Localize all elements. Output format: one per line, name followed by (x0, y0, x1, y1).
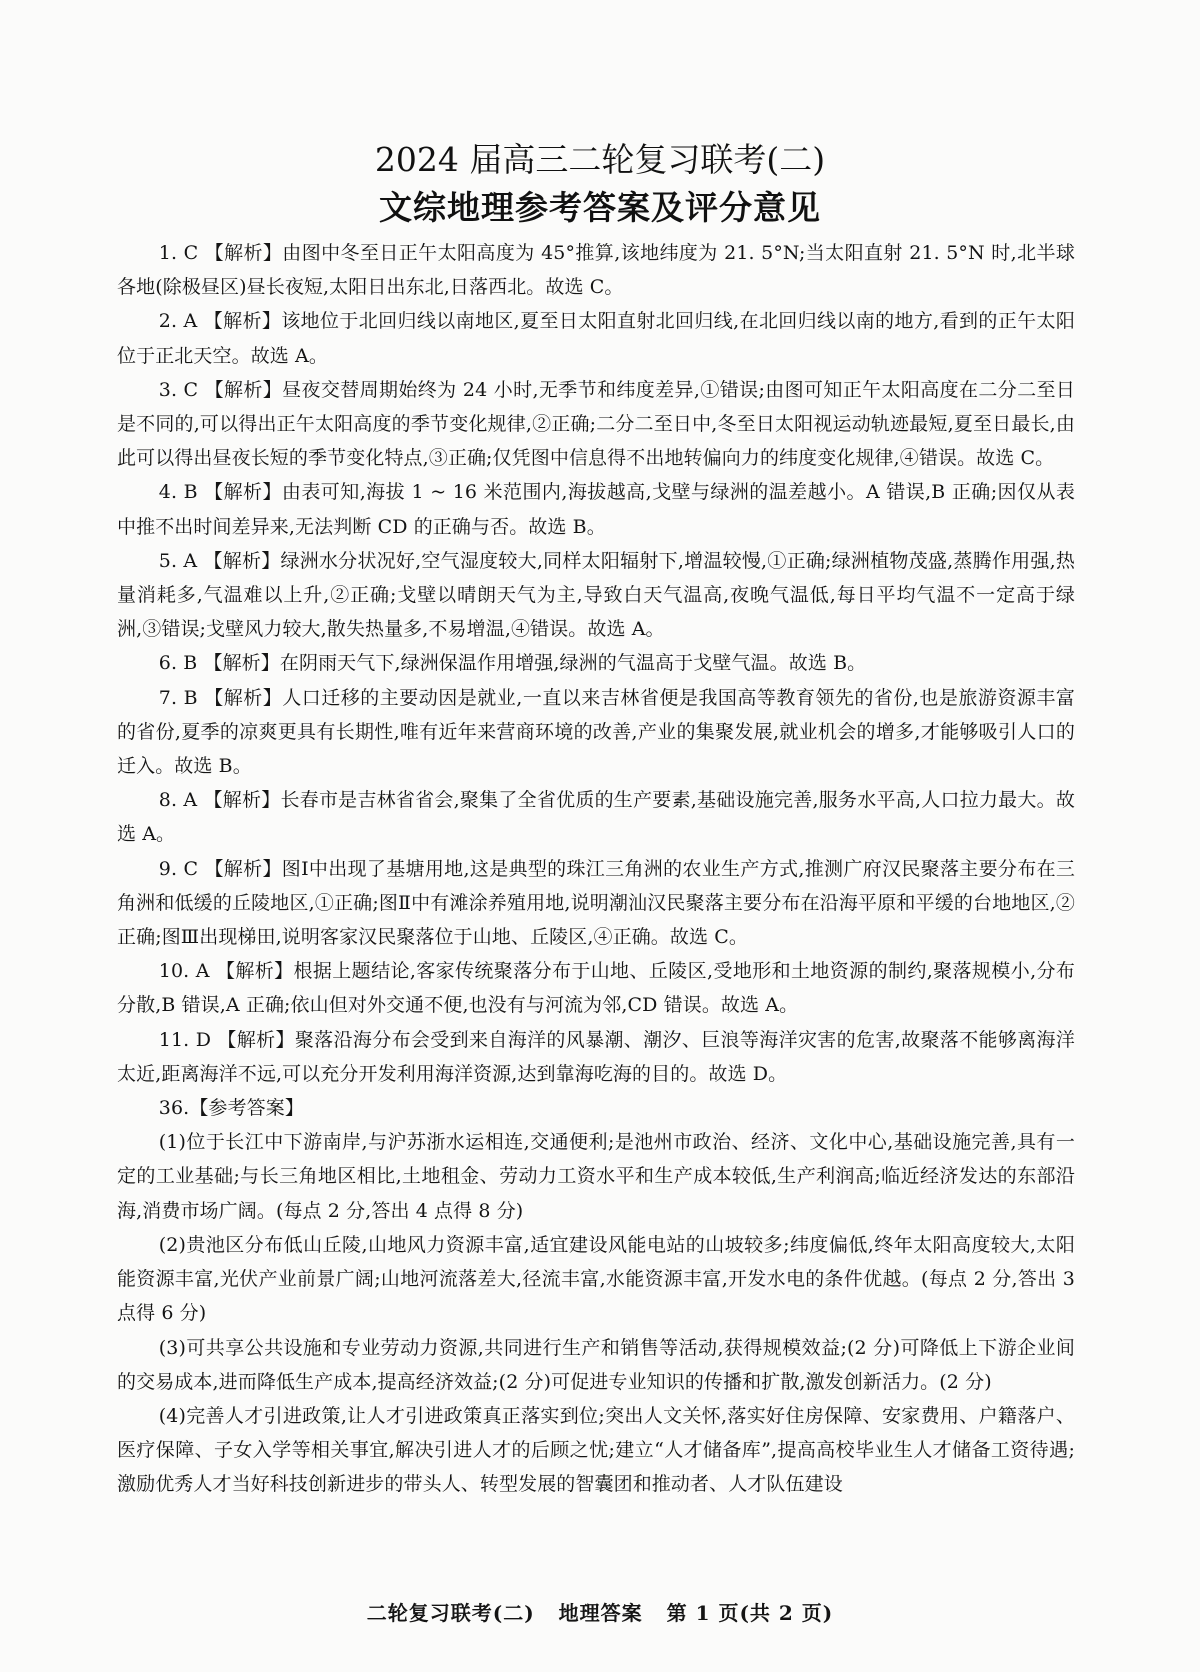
answer-item-5: 5. A 【解析】绿洲水分状况好,空气湿度较大,同样太阳辐射下,增温较慢,①正确;绿洲植物茂盛,蒸腾作用强,热量消耗多,气温难以上升,②正确;戈壁以晴朗天气为主,导致白天气温高,夜晚气温低,每日平均气温不一定高于绿洲,③错误;戈壁风力较大,散失热量多,不易增温,④错误。故选 A。 (117, 549, 1075, 641)
answer-heading-36: 36.【参考答案】 (158, 1097, 304, 1120)
footer-page-number: 第 1 页(共 2 页) (666, 1601, 834, 1625)
answer-item-4: 4. B 【解析】由表可知,海拔 1 ~ 16 米范围内,海拔越高,戈壁与绿洲的温差越小。A 错误,B 正确;因仅从表中推不出时间差异来,无法判断 CD 的正确与否。故选 B。 (117, 481, 1075, 538)
answer-item-9: 9. C 【解析】图Ⅰ中出现了基塘用地,这是典型的珠江三角洲的农业生产方式,推测广府汉民聚落主要分布在三角洲和低缓的丘陵地区,①正确;图Ⅱ中有滩涂养殖用地,说明潮汕汉民聚落主要分布在沿海平原和平缓的台地地区,②正确;图Ⅲ出现梯田,说明客家汉民聚落位于山地、丘陵区,④正确。故选 C。 (117, 857, 1075, 949)
answer-item-10: 10. A 【解析】根据上题结论,客家传统聚落分布于山地、丘陵区,受地形和土地资源的制约,聚落规模小,分布分散,B 错误,A 正确;依山但对外交通不便,也没有与河流为邻,CD 错误。故选 A。 (117, 960, 1075, 1017)
answer-item-11: 11. D 【解析】聚落沿海分布会受到来自海洋的风暴潮、潮汐、巨浪等海洋灾害的危害,故聚落不能够离海洋太近,距离海洋不远,可以充分开发利用海洋资源,达到靠海吃海的目的。故选 D。 (117, 1028, 1075, 1085)
page-footer (0, 1597, 1200, 1626)
answer-36-part-4: (4)完善人才引进政策,让人才引进政策真正落实到位;突出人文关怀,落实好住房保障、安家费用、户籍落户、医疗保障、子女入学等相关事宜,解决引进人才的后顾之忧;建立“人才储备库”,提高高校毕业生人才储备工资待遇;激励优秀人才当好科技创新进步的带头人、转型发展的智囊团和推动者、人才队伍建设 (117, 1404, 1075, 1496)
answer-item-6: 6. B 【解析】在阴雨天气下,绿洲保温作用增强,绿洲的气温高于戈壁气温。故选 B。 (158, 652, 867, 675)
exam-title: 2024 届高三二轮复习联考(二) (374, 140, 826, 179)
answer-item-8: 8. A 【解析】长春市是吉林省省会,聚集了全省优质的生产要素,基础设施完善,服务水平高,人口拉力最大。故选 A。 (117, 789, 1075, 846)
answer-list (117, 236, 1075, 1502)
answer-item-2: 2. A 【解析】该地位于北回归线以南地区,夏至日太阳直射北回归线,在北回归线以南的地方,看到的正午太阳位于正北天空。故选 A。 (117, 310, 1075, 367)
answer-item-1: 1. C 【解析】由图中冬至日正午太阳高度为 45°推算,该地纬度为 21. 5°N;当太阳直射 21. 5°N 时,北半球各地(除极昼区)昼长夜短,太阳日出东北,日落西北。故选 C。 (117, 242, 1075, 299)
answer-item-3: 3. C 【解析】昼夜交替周期始终为 24 小时,无季节和纬度差异,①错误;由图可知正午太阳高度在二分二至日是不同的,可以得出正午太阳高度的季节变化规律,②正确;二分二至日中,冬至日太阳视运动轨迹最短,夏至日最长,由此可以得出昼夜长短的季节变化特点,③正确;仅凭图中信息得不出地转偏向力的纬度变化规律,④错误。故选 C。 (117, 378, 1075, 470)
answer-key-title: 文综地理参考答案及评分意见 (379, 188, 821, 227)
footer-subject: 地理答案 (558, 1601, 643, 1625)
answer-36-part-1: (1)位于长江中下游南岸,与沪苏浙水运相连,交通便利;是池州市政治、经济、文化中心,基础设施完善,具有一定的工业基础;与长三角地区相比,土地租金、劳动力工资水平和生产成本较低,生产利润高;临近经济发达的东部沿海,消费市场广阔。(每点 2 分,答出 4 点得 8 分) (117, 1131, 1075, 1222)
answer-36-part-2: (2)贵池区分布低山丘陵,山地风力资源丰富,适宜建设风能电站的山坡较多;纬度偏低,终年太阳高度较大,太阳能资源丰富,光伏产业前景广阔;山地河流落差大,径流丰富,水能资源丰富,开发水电的条件优越。(每点 2 分,答出 3 点得 6 分) (117, 1233, 1075, 1325)
footer-exam-name: 二轮复习联考(二) (366, 1601, 535, 1625)
answer-36-part-3: (3)可共享公共设施和专业劳动力资源,共同进行生产和销售等活动,获得规模效益;(2 分)可降低上下游企业间的交易成本,进而降低生产成本,提高经济效益;(2 分)可促进专业知识的传播和扩散,激发创新活力。(2 分) (117, 1336, 1075, 1393)
answer-item-7: 7. B 【解析】人口迁移的主要动因是就业,一直以来吉林省便是我国高等教育领先的省份,也是旅游资源丰富的省份,夏季的凉爽更具有长期性,唯有近年来营商环境的改善,产业的集聚发展,就业机会的增多,才能够吸引人口的迁入。故选 B。 (117, 686, 1075, 778)
